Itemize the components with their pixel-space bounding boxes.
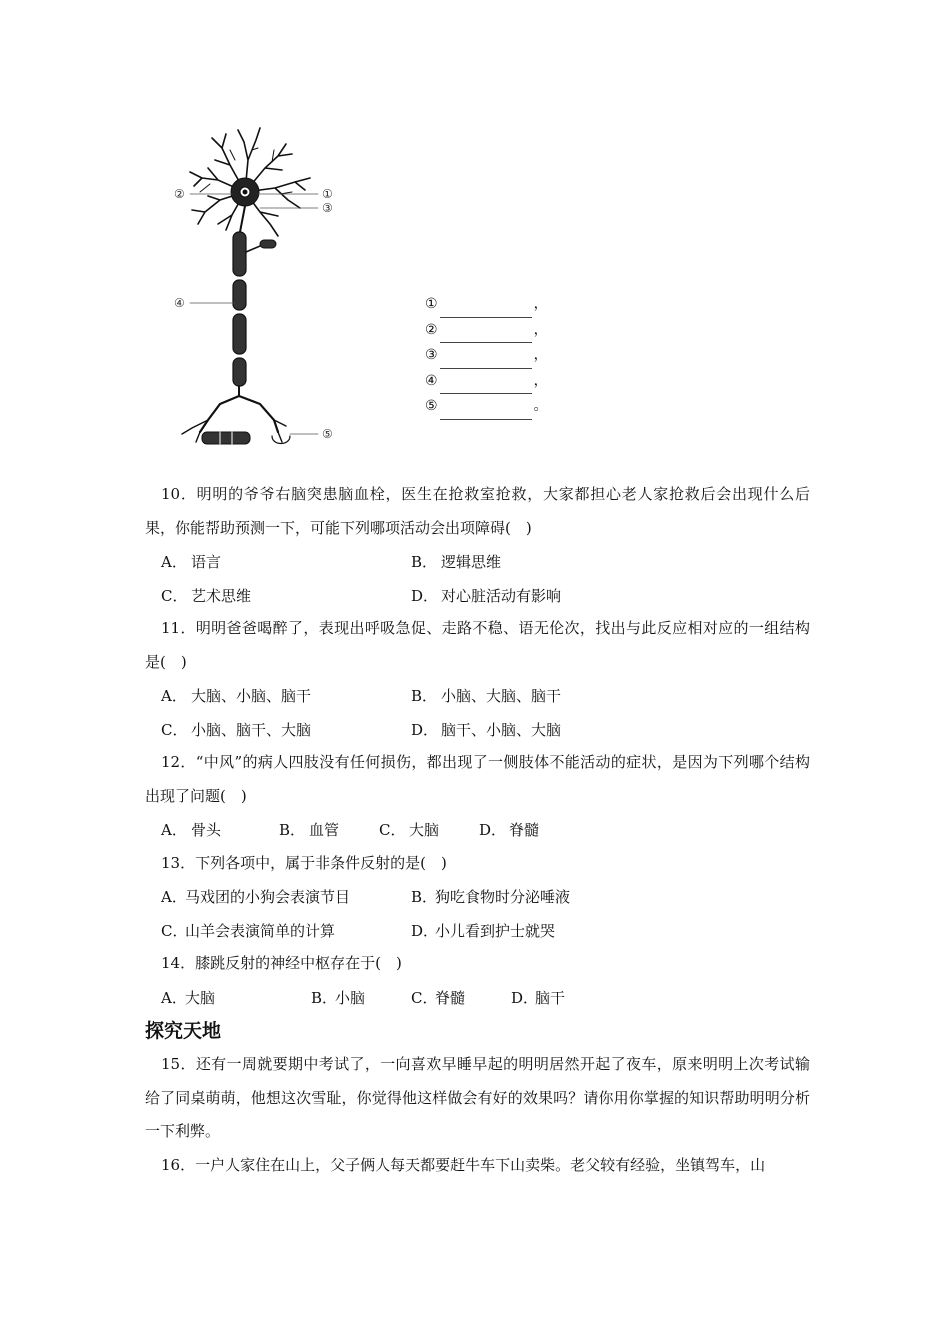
figure-label-3: ③ bbox=[322, 201, 333, 215]
blank-punct: 。 bbox=[533, 398, 548, 414]
option-d[interactable]: D．脑干 bbox=[511, 988, 566, 1007]
option-c[interactable]: C． 艺术思维 bbox=[161, 586, 252, 605]
questions bbox=[145, 478, 810, 1182]
blank-number: ④ bbox=[425, 372, 438, 389]
figure-label-4: ④ bbox=[174, 296, 185, 310]
blank-row-2 bbox=[425, 318, 548, 344]
answer-blank[interactable] bbox=[440, 377, 532, 394]
option-c[interactable]: C． 大脑 bbox=[379, 821, 440, 840]
blank-punct: ， bbox=[533, 372, 548, 389]
question-12-stem: 12．“中风”的病人四肢没有任何损伤，都出现了一侧肢体不能活动的症状，是因为下列哪个结构出现了问题( ) bbox=[145, 753, 810, 805]
option-b[interactable]: B． 血管 bbox=[279, 821, 340, 840]
option-b[interactable]: B． 逻辑思维 bbox=[411, 553, 502, 572]
figure-label-2: ② bbox=[174, 187, 185, 201]
blank-number: ⑤ bbox=[425, 398, 438, 414]
figure-label-5: ⑤ bbox=[322, 427, 333, 441]
question-11-options-row-1 bbox=[145, 679, 810, 713]
option-a[interactable]: A． 大脑、小脑、脑干 bbox=[161, 687, 312, 706]
option-d[interactable]: D． 对心脏活动有影响 bbox=[411, 586, 562, 605]
option-b[interactable]: B． 小脑、大脑、脑干 bbox=[411, 687, 562, 706]
blank-row-3 bbox=[425, 343, 548, 369]
blank-number: ① bbox=[425, 296, 438, 312]
blank-punct: ， bbox=[533, 296, 548, 312]
question-16-stem: 16．一户人家住在山上，父子俩人每天都要赶牛车下山卖柴。老父较有经验，坐镇驾车，山 bbox=[161, 1155, 766, 1174]
blank-number: ③ bbox=[425, 347, 438, 363]
option-d[interactable]: D． 脊髓 bbox=[479, 821, 540, 840]
question-10-stem: 10．明明的爷爷右脑突患脑血栓，医生在抢救室抢救，大家都担心老人家抢救后会出现什么后果，你能帮助预测一下，可能下列哪项活动会出项障碍( ) bbox=[145, 485, 810, 537]
option-a[interactable]: A．大脑 bbox=[161, 988, 216, 1007]
question-14-options bbox=[145, 981, 810, 1015]
blank-punct: ， bbox=[533, 321, 548, 338]
option-a[interactable]: A．马戏团的小狗会表演节目 bbox=[161, 888, 351, 907]
blank-row-5 bbox=[425, 394, 548, 420]
option-a[interactable]: A． 语言 bbox=[161, 553, 222, 572]
option-c[interactable]: C．脊髓 bbox=[411, 988, 466, 1007]
answer-blank[interactable] bbox=[440, 326, 532, 343]
question-13-stem: 13．下列各项中，属于非条件反射的是( ) bbox=[161, 853, 447, 872]
option-b[interactable]: B．狗吃食物时分泌唾液 bbox=[411, 888, 571, 907]
neuron-diagram bbox=[160, 120, 390, 460]
blank-number: ② bbox=[425, 321, 438, 338]
fill-in-blanks bbox=[425, 292, 548, 420]
option-d[interactable]: D．小儿看到护士就哭 bbox=[411, 921, 556, 940]
question-13-options-row-2 bbox=[145, 914, 810, 948]
question-15-stem: 15．还有一周就要期中考试了，一向喜欢早睡早起的明明居然开起了夜车，原来明明上次考试输给了同桌萌萌，他想这次雪耻，你觉得他这样做会有好的效果吗？请你用你掌握的知识帮助明明分析一下利弊。 bbox=[145, 1055, 810, 1140]
section-title: 探究天地 bbox=[145, 1020, 222, 1042]
option-c[interactable]: C． 小脑、脑干、大脑 bbox=[161, 720, 312, 739]
figure-label-1: ① bbox=[322, 187, 333, 201]
answer-blank[interactable] bbox=[440, 301, 532, 318]
question-12-options bbox=[145, 813, 810, 847]
option-c[interactable]: C．山羊会表演简单的计算 bbox=[161, 921, 336, 940]
question-11-options-row-2 bbox=[145, 713, 810, 747]
blank-punct: ， bbox=[533, 347, 548, 363]
answer-blank[interactable] bbox=[440, 352, 532, 369]
question-10-options-row-1 bbox=[145, 545, 810, 579]
question-13-options-row-1 bbox=[145, 880, 810, 914]
blank-row-1 bbox=[425, 292, 548, 318]
option-b[interactable]: B．小脑 bbox=[311, 988, 366, 1007]
answer-blank[interactable] bbox=[440, 403, 532, 420]
question-11-stem: 11．明明爸爸喝醉了，表现出呼吸急促、走路不稳、语无伦次，找出与此反应相对应的一组结构是( ) bbox=[145, 619, 810, 671]
question-14-stem: 14．膝跳反射的神经中枢存在于( ) bbox=[161, 954, 402, 972]
question-10-options-row-2 bbox=[145, 579, 810, 613]
option-d[interactable]: D． 脑干、小脑、大脑 bbox=[411, 720, 562, 739]
option-a[interactable]: A． 骨头 bbox=[161, 821, 222, 840]
blank-row-4 bbox=[425, 369, 548, 395]
